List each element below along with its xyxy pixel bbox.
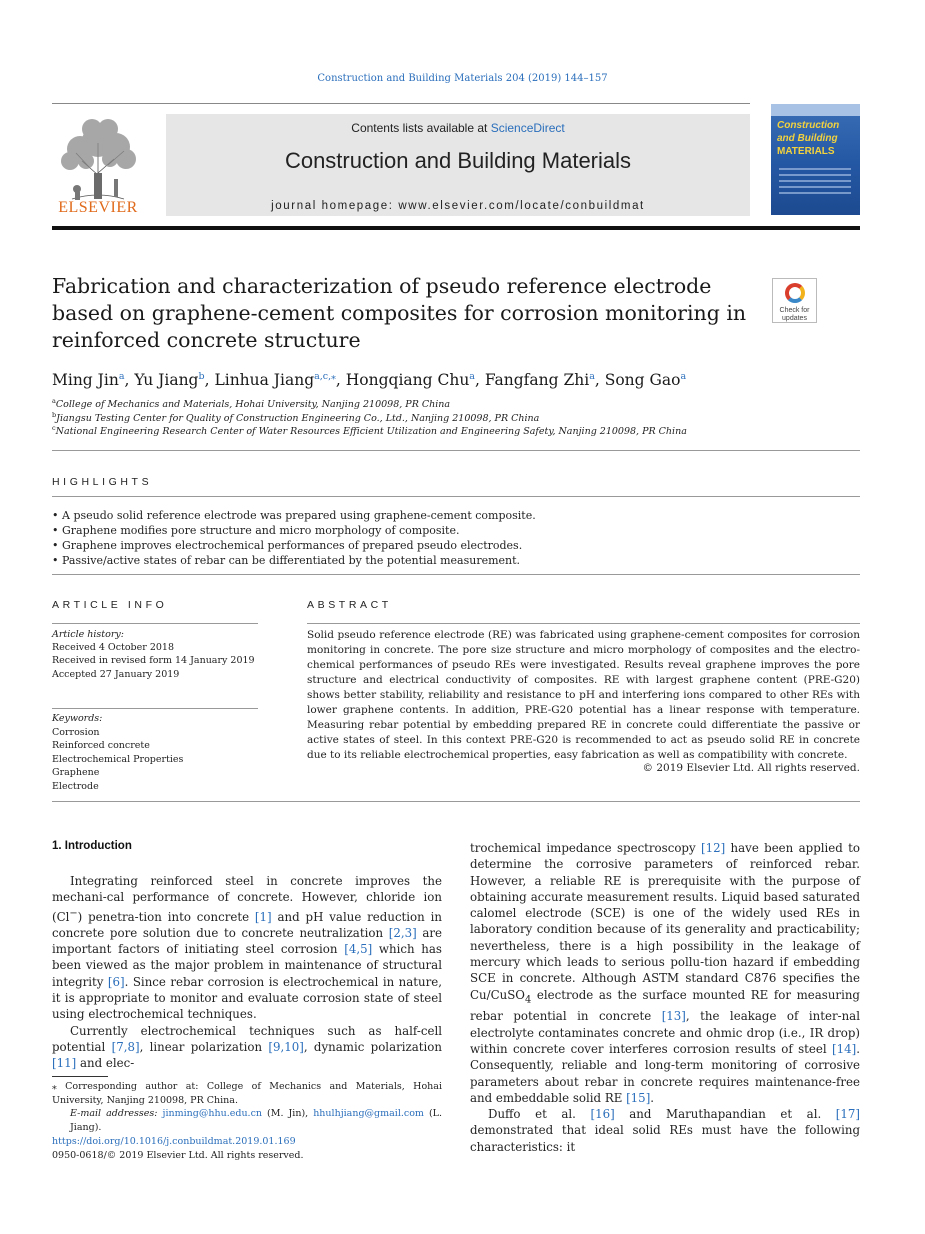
- list-item: • A pseudo solid reference electrode was prepared using graphene-cement composite.: [52, 509, 536, 522]
- affiliation: $^b$Jiangsu Testing Center for Quality of Construction Engineering Co., Ltd., Nanjing 210098, PR China: [52, 411, 540, 424]
- check-for-updates-badge[interactable]: Check for updates: [772, 278, 817, 323]
- highlights-list: [52, 508, 860, 568]
- keyword: Graphene: [52, 767, 100, 779]
- keywords-label: Keywords:: [52, 713, 103, 724]
- ref-link[interactable]: [9,10]: [268, 1039, 304, 1054]
- highlights-heading: HIGHLIGHTS: [52, 476, 153, 488]
- ref-link[interactable]: [12]: [700, 841, 726, 855]
- article-info-heading: ARTICLE INFO: [52, 599, 168, 611]
- divider: [307, 623, 860, 624]
- author-name[interactable]: Linhua Jiang: [214, 371, 315, 389]
- email-link[interactable]: jinming@hhu.edu.cn: [162, 1108, 263, 1119]
- body-column-right: [470, 840, 860, 1155]
- email-link[interactable]: hhulhjiang@gmail.com: [313, 1108, 424, 1119]
- author-name[interactable]: Song Gao: [604, 371, 681, 389]
- check-updates-icon: [785, 283, 805, 303]
- author-name[interactable]: Fangfang Zhi: [484, 371, 590, 389]
- author-name[interactable]: Hongqiang Chu: [345, 371, 470, 389]
- ref-link[interactable]: [14]: [832, 1041, 857, 1056]
- author-name[interactable]: Ming Jin: [52, 371, 119, 389]
- divider: [52, 496, 860, 497]
- body-column-left: [52, 873, 442, 1071]
- ref-link[interactable]: [13]: [661, 1009, 686, 1024]
- publisher-wordmark: ELSEVIER: [58, 199, 138, 216]
- history-label: Article history:: [52, 629, 124, 640]
- keyword: Electrochemical Properties: [52, 753, 184, 765]
- ref-link[interactable]: [7,8]: [111, 1039, 140, 1054]
- divider: [52, 450, 860, 451]
- keyword: Electrode: [52, 780, 99, 792]
- author-name[interactable]: Yu Jiang: [134, 371, 199, 389]
- ref-link[interactable]: [6]: [107, 974, 125, 989]
- contents-line: Contents lists available at ScienceDirect: [351, 121, 565, 135]
- paragraph: Integrating reinforced steel in concrete improves the mechani-cal performance of concrete. However, chloride ion (Cl−) penetra-tion into concrete [1] and pH value reduction in concrete pore solution due to concrete neutralization [2,3] are important factors of initiating steel corrosion [4,5] which has been viewed as the major problem in maintenance of structural integrity [6]. Since rebar corrosion is electrochemical in nature, it is appropriate to monitor and evaluate corrosion state of steel using electrochemical techniques.: [52, 874, 442, 1022]
- ref-link[interactable]: [16]: [590, 1107, 615, 1122]
- journal-homepage[interactable]: journal homepage: www.elsevier.com/locate/conbuildmat: [271, 200, 645, 212]
- affiliation: $^c$National Engineering Research Center of Water Resources Efficient Utilization and Engineering Safety, Nanjing 210098, PR China: [52, 424, 687, 437]
- corresponding-author-footnote: ⁎ Corresponding author at: College of Mechanics and Materials, Hohai University, Nanjing 210098, PR China. E-mail addresses: jinming@hhu.edu.cn (M. Jin), hhulhjiang@gmail.com (L. Jiang).: [52, 1081, 442, 1133]
- article-history: Received 4 October 2018 Received in revised form 14 January 2019 Accepted 27 January 2019: [52, 642, 255, 680]
- ref-link[interactable]: [15]: [626, 1090, 651, 1105]
- divider: [52, 574, 860, 575]
- header-rule: [52, 103, 750, 104]
- paragraph: Currently electrochemical techniques such as half-cell potential [7,8], linear polarization [9,10], dynamic polarization [11] and elec-: [52, 1023, 442, 1071]
- header-thick-rule: [52, 226, 860, 230]
- author-list: Ming Jin$^a$, Yu Jiang$^b$, Linhua Jiang$^{a,c,⁎}$, Hongqiang Chu$^a$, Fangfang Zhi$^a$, Song Gao$^a$: [52, 371, 687, 389]
- journal-name: Construction and Building Materials: [284, 148, 632, 173]
- sciencedirect-link[interactable]: ScienceDirect: [490, 121, 565, 135]
- ref-link[interactable]: [4,5]: [344, 942, 373, 957]
- paragraph: Duffo et al. [16] and Maruthapandian et al. [17] demonstrated that ideal solid REs must have the following characteristics: it: [470, 1107, 860, 1154]
- ref-link[interactable]: [2,3]: [388, 925, 417, 940]
- keyword: Reinforced concrete: [52, 740, 150, 752]
- divider: [52, 623, 258, 624]
- issn-line: 0950-0618/© 2019 Elsevier Ltd. All rights reserved.: [52, 1150, 304, 1161]
- keyword: Corrosion: [52, 727, 100, 738]
- doi-link[interactable]: https://doi.org/10.1016/j.conbuildmat.2019.01.169: [52, 1136, 296, 1147]
- abstract-heading: ABSTRACT: [307, 599, 392, 611]
- list-item: • Graphene improves electrochemical performances of prepared pseudo electrodes.: [52, 539, 523, 552]
- abstract-copyright: © 2019 Elsevier Ltd. All rights reserved.: [642, 762, 860, 774]
- article-title: Fabrication and characterization of pseudo reference electrode based on graphene-cement composites for corrosion monitoring in reinforced concrete structure: [52, 274, 747, 352]
- divider: [52, 708, 258, 709]
- paragraph: trochemical impedance spectroscopy [12] have been applied to determine the corrosive parameters of reinforced rebar. However, a reliable RE is prerequisite with the purpose of obtaining accurate measurement results. Liquid based saturated calomel electrode (SCE) is one of the widely used REs in laboratory condition because of its generality and practicability; nevertheless, there is a high possibility in the leakage of mercury which leads to serious pollu-tion hazard if embedding SCE in concrete. Although ASTM standard C876 specifies the Cu/CuSO$_4$ electrode as the surface mounted RE for measuring rebar potential in concrete [13], the leakage of inter-nal electrolyte contaminates concrete and ohmic drop (i.e., IR drop) within concrete cover interferes corrosion results of steel [14]. Consequently, reliable and long-term monitoring of corrosive parameters about rebar in concrete requires maintenance-free and embeddable solid RE [15].: [470, 841, 860, 1105]
- abstract-text: Solid pseudo reference electrode (RE) was fabricated using graphene-cement composites for corrosion monitoring in concrete. The pore size structure and micro morphology of composites and the electro-chemical performances of pseudo REs were investigated. Results reveal graphene improves the pore structure and electrical conductivity of composites. RE with largest graphene content (PRE-G20) shows better stability, reliability and resistance to pH and interfering ions compared to other REs with lower graphene contents. In addition, PRE-G20 potential has a linear response with temperature. Measuring rebar potential by embedding prepared RE in concrete could differentiate the passive or active states of steel. In this context PRE-G20 is recommended to act as pseudo solid RE in concrete due to its reliable electrochemical properties, easy fabrication as well as compatibility with concrete.: [307, 629, 860, 761]
- ref-link[interactable]: [11]: [52, 1056, 77, 1071]
- divider: [52, 801, 860, 802]
- affiliation: $^a$College of Mechanics and Materials, Hohai University, Nanjing 210098, PR China: [52, 397, 451, 410]
- journal-cover-thumbnail: Construction and Building MATERIALS: [771, 104, 860, 215]
- journal-banner: [166, 114, 750, 216]
- footnote-rule: [52, 1076, 108, 1077]
- section-heading: 1. Introduction: [52, 840, 132, 852]
- list-item: • Graphene modifies pore structure and micro morphology of composite.: [52, 524, 460, 537]
- keywords-list: [52, 726, 258, 793]
- list-item: • Passive/active states of rebar can be differentiated by the potential measurement.: [52, 554, 521, 567]
- ref-link[interactable]: [17]: [835, 1107, 860, 1122]
- ref-link[interactable]: [1]: [254, 909, 272, 924]
- journal-citation-link[interactable]: Construction and Building Materials 204 (2019) 144–157: [317, 73, 608, 84]
